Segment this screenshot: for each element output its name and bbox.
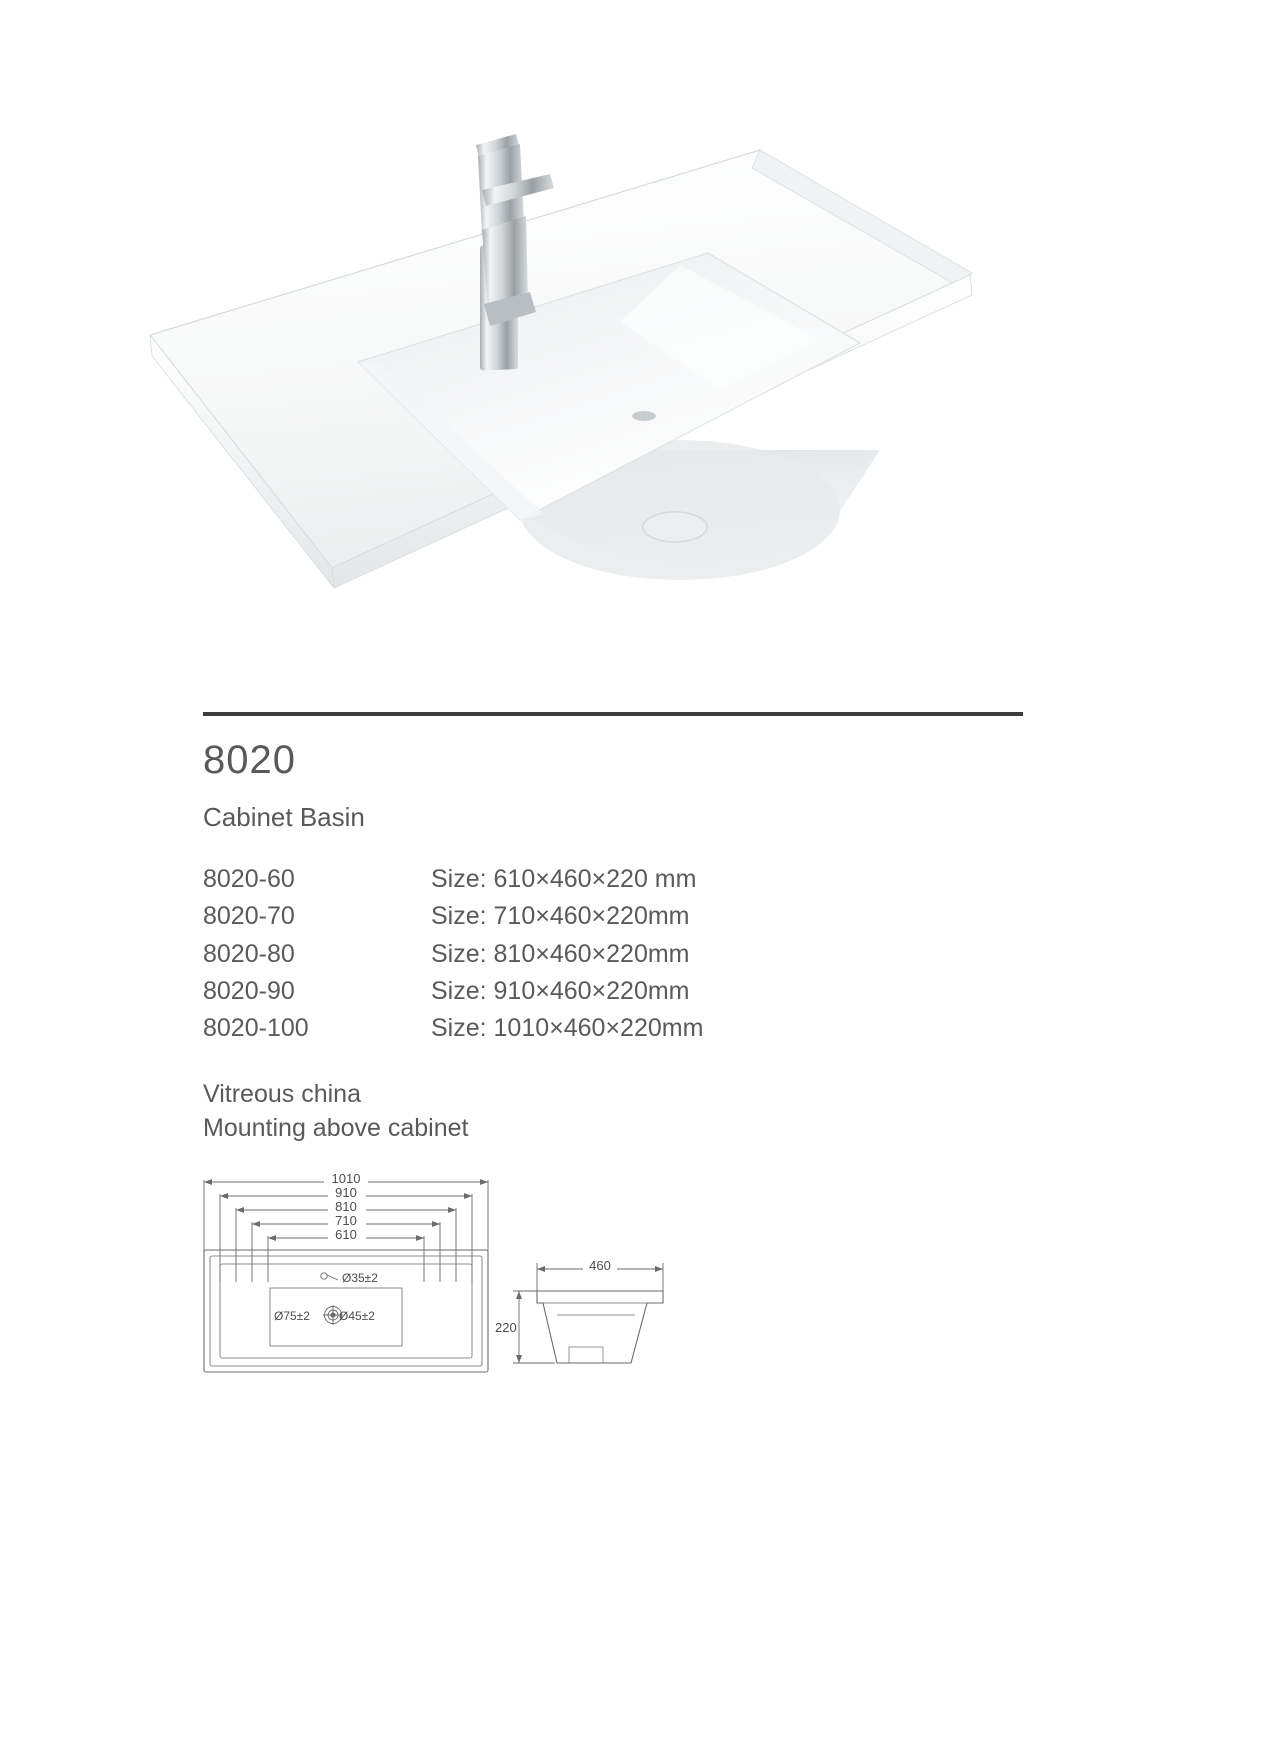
page-title: 8020 <box>203 738 296 782</box>
dim-width-910: 910 <box>335 1185 357 1200</box>
product-type: Cabinet Basin <box>203 802 365 832</box>
table-row <box>203 978 703 1015</box>
variant-code: 8020-90 <box>203 976 295 1005</box>
note-material: Vitreous china <box>203 1080 361 1109</box>
label-hole-left: Ø75±2 <box>274 1309 310 1323</box>
variant-code: 8020-70 <box>203 902 295 931</box>
top-view-svg <box>196 1172 496 1412</box>
variant-size: Size: 810×460×220mm <box>431 939 690 968</box>
variant-size: Size: 610×460×220 mm <box>431 865 697 893</box>
table-row <box>203 1015 703 1052</box>
table-row <box>203 941 703 978</box>
size-table <box>203 866 703 1052</box>
variant-code: 8020-60 <box>203 865 295 893</box>
variant-size: Size: 910×460×220mm <box>431 976 690 1005</box>
label-hole-top: Ø35±2 <box>342 1271 378 1285</box>
variant-code: 8020-80 <box>203 939 295 968</box>
overflow-hole <box>632 411 656 421</box>
dim-height-220: 220 <box>495 1320 517 1335</box>
variant-code: 8020-100 <box>203 1014 309 1042</box>
dim-width-810: 810 <box>335 1199 357 1214</box>
dim-width-610: 610 <box>335 1227 357 1242</box>
dim-width-1010: 1010 <box>331 1172 361 1186</box>
notes <box>203 1078 1023 1146</box>
dim-depth-460: 460 <box>589 1258 611 1273</box>
dim-width-710: 710 <box>335 1213 357 1228</box>
product-photo <box>0 0 1271 660</box>
variant-size: Size: 1010×460×220mm <box>431 1014 704 1042</box>
side-view-svg <box>495 1255 705 1385</box>
table-row <box>203 903 703 940</box>
table-row <box>203 866 703 903</box>
drain-hole <box>643 512 707 542</box>
spec-block <box>203 712 1023 1146</box>
label-hole-right: Ø45±2 <box>339 1309 375 1323</box>
divider-rule <box>203 712 1023 716</box>
note-mounting: Mounting above cabinet <box>203 1114 469 1142</box>
technical-drawing-side-view <box>495 1255 705 1385</box>
variant-size: Size: 710×460×220mm <box>431 902 690 931</box>
basin-illustration <box>120 90 1020 610</box>
